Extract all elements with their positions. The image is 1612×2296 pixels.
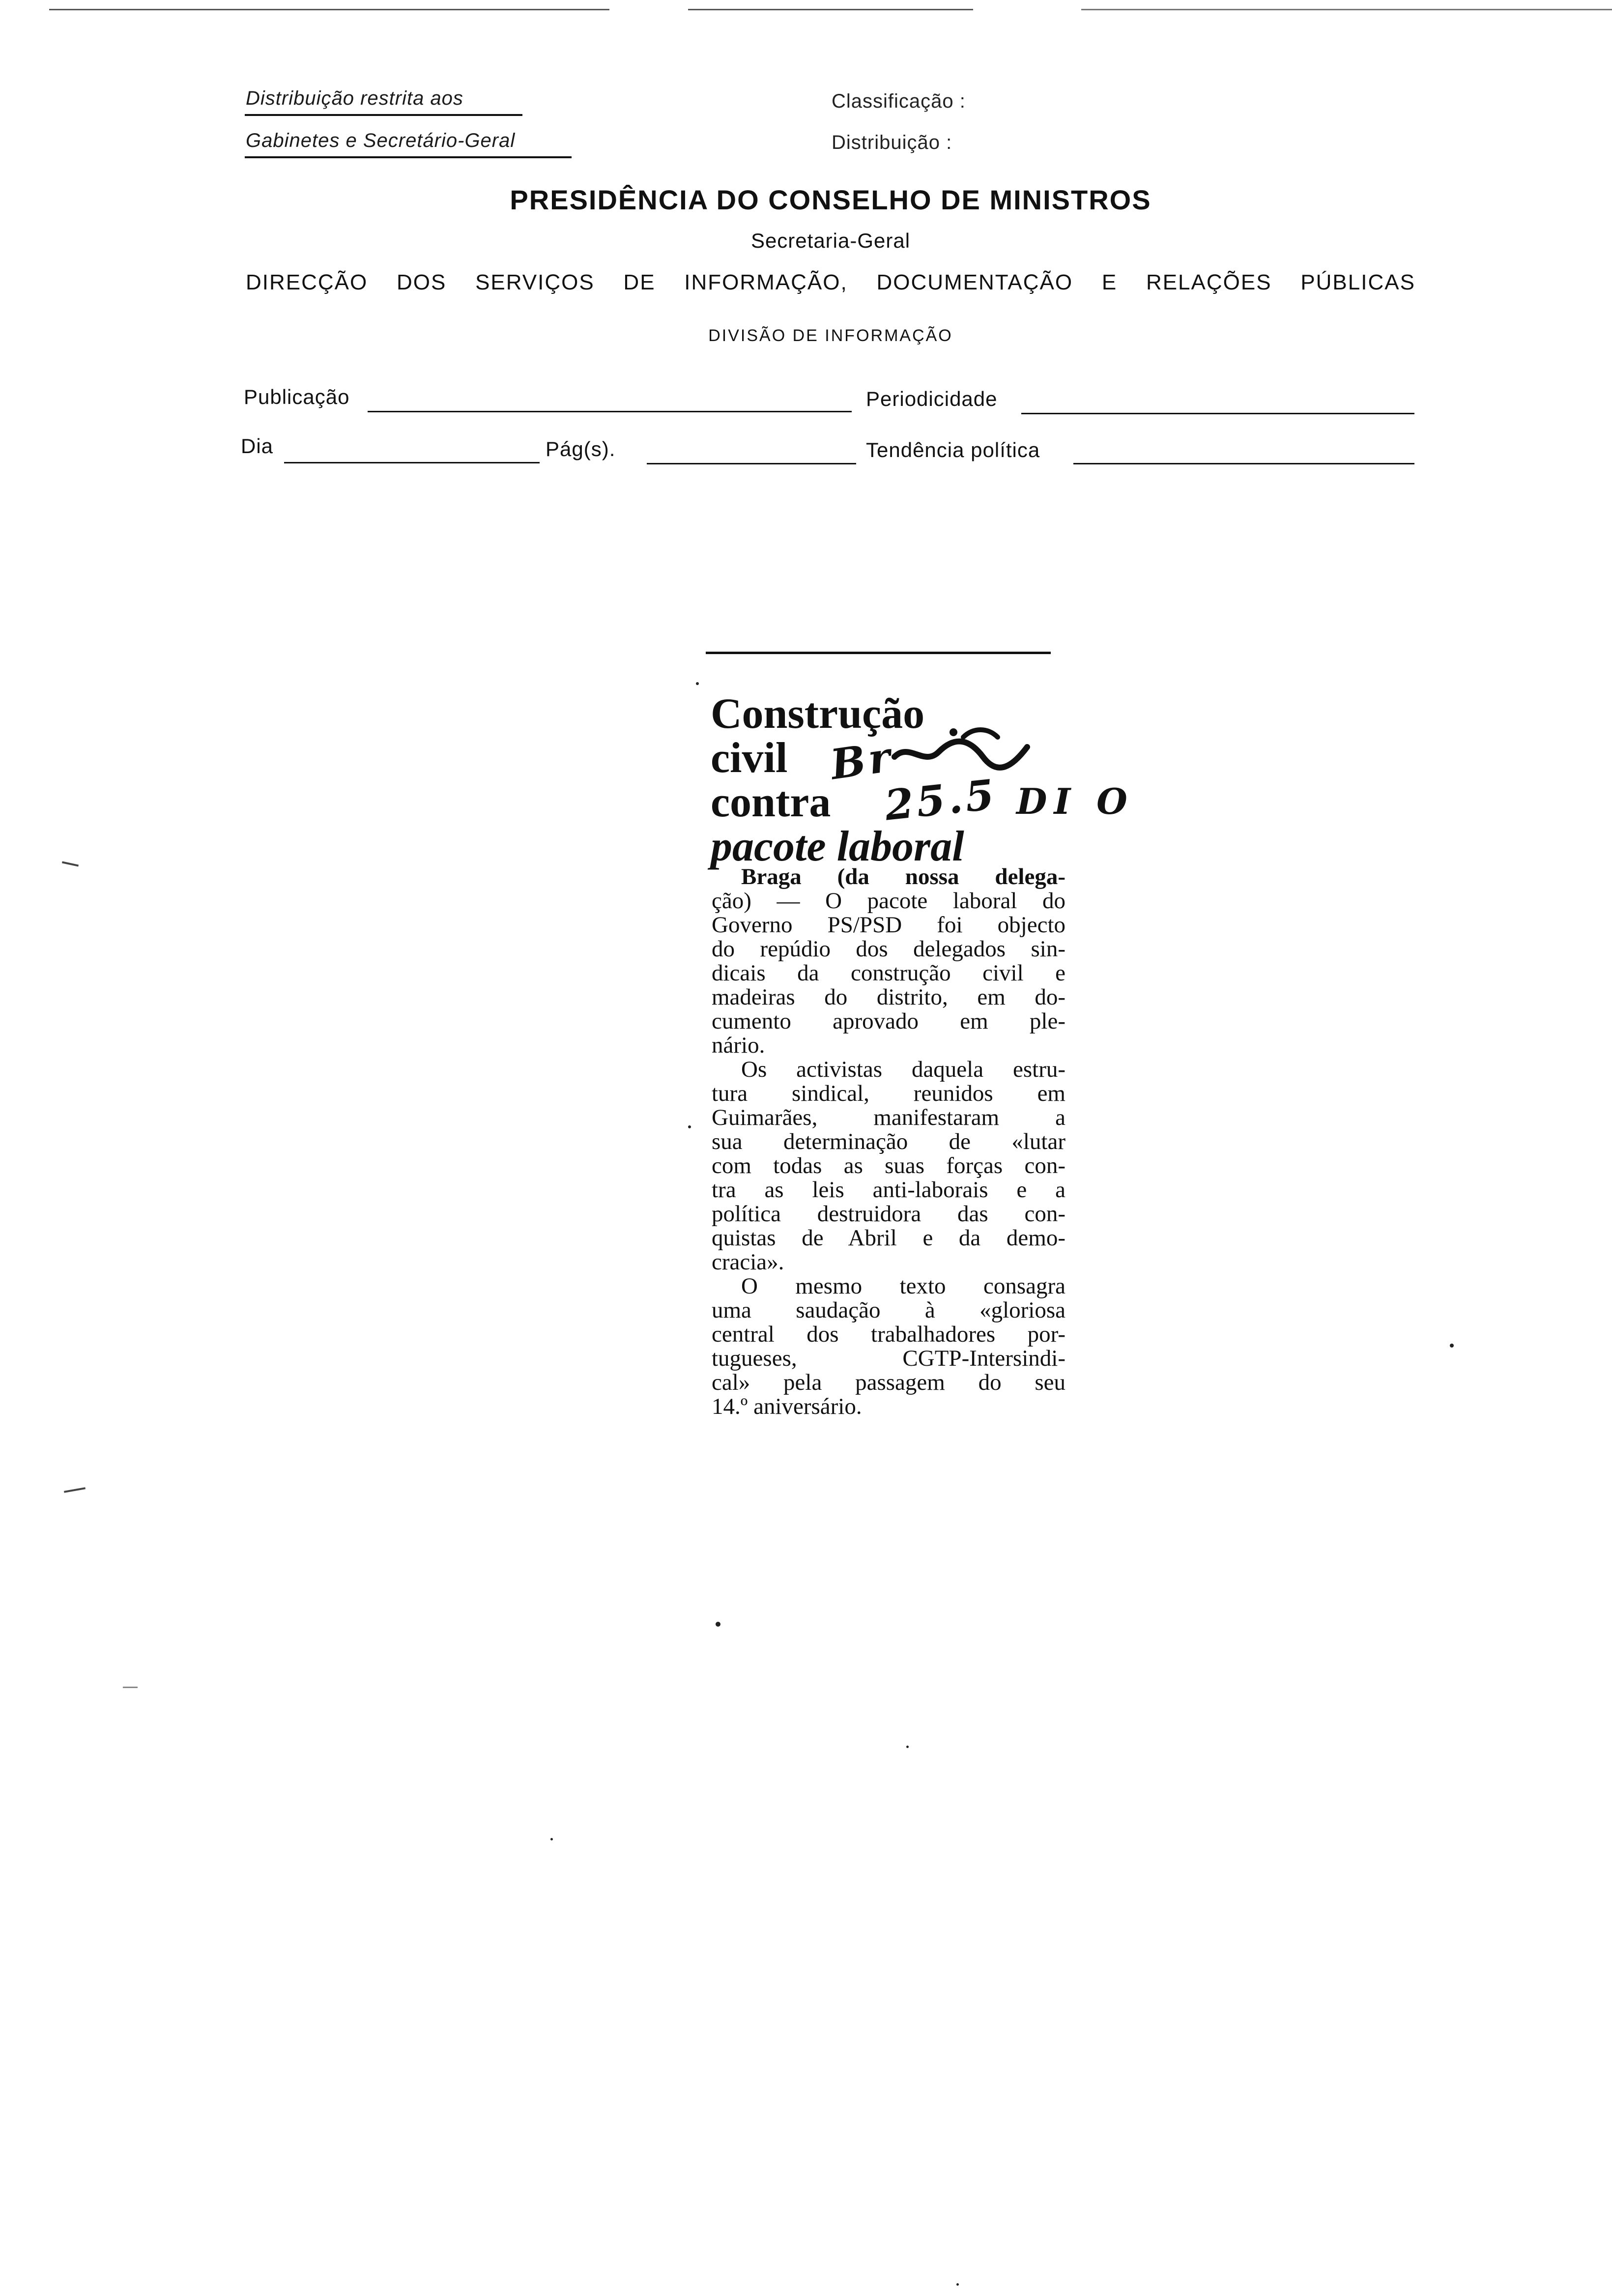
- restricted-underline-2: [245, 156, 572, 158]
- article-line: Os activistas daquela estru-: [741, 1057, 1065, 1082]
- handwritten-date: 25.5: [882, 770, 1000, 830]
- scan-speck: [716, 1622, 720, 1627]
- dia-label: Dia: [241, 434, 274, 458]
- scan-artifact-line: [1081, 9, 1612, 10]
- direccao-word: E: [1101, 270, 1118, 294]
- direccao-word: DOS: [396, 270, 447, 294]
- article-line: do repúdio dos delegados sin-: [712, 936, 1065, 962]
- scan-artifact-line: [688, 9, 973, 10]
- periodicidade-label: Periodicidade: [866, 387, 998, 410]
- scan-artifact-line: [49, 9, 609, 10]
- article-line: dicais da construção civil e: [712, 960, 1065, 986]
- clipping-top-rule: [706, 652, 1051, 654]
- article-line: cracia».: [712, 1249, 784, 1275]
- article-line: uma saudação à «gloriosa: [712, 1297, 1065, 1323]
- scan-speck: [688, 1125, 691, 1128]
- direccao-word: DOCUMENTAÇÃO: [876, 270, 1073, 294]
- scan-speck: [956, 2283, 959, 2286]
- tendencia-field-line: [1073, 463, 1414, 464]
- page-subtitle: Secretaria-Geral: [750, 229, 911, 252]
- publicacao-label: Publicação: [244, 385, 350, 408]
- article-line: Governo PS/PSD foi objecto: [712, 912, 1065, 938]
- dia-field-line: [284, 462, 540, 463]
- periodicidade-field-line: [1021, 413, 1414, 414]
- headline-line: Construção: [711, 690, 925, 738]
- direccao-word: SERVIÇOS: [475, 270, 595, 294]
- article-line: Braga (da nossa delega-: [741, 864, 1065, 890]
- pags-label: Pág(s).: [546, 437, 616, 460]
- scan-speck: [906, 1746, 909, 1748]
- margin-mark: [123, 1687, 138, 1688]
- restricted-distribution-line2: Gabinetes e Secretário-Geral: [246, 130, 516, 151]
- article-line: com todas as suas forças con-: [712, 1153, 1065, 1178]
- headline-line: contra: [711, 778, 831, 826]
- article-line: central dos trabalhadores por-: [712, 1321, 1065, 1347]
- article-line: política destruidora das con-: [712, 1201, 1065, 1227]
- tendencia-label: Tendência política: [866, 438, 1040, 461]
- article-line: cal» pela passagem do seu: [712, 1370, 1065, 1395]
- article-line: quistas de Abril e da demo-: [712, 1225, 1065, 1251]
- direccao-line: [246, 270, 1415, 295]
- distribuicao-label: Distribuição :: [832, 132, 952, 153]
- scan-speck: [1450, 1344, 1454, 1348]
- article-line: 14.º aniversário.: [712, 1394, 862, 1419]
- handwritten-scribble-icon: [890, 722, 1032, 776]
- handwritten-initials: Br: [827, 732, 896, 789]
- handwritten-code: DI O: [1016, 780, 1134, 822]
- article-line: O mesmo texto consagra: [741, 1273, 1065, 1299]
- direccao-word: RELAÇÕES: [1146, 270, 1272, 294]
- article-line: ção) — O pacote laboral do: [712, 888, 1065, 914]
- headline-line: pacote laboral: [711, 823, 964, 870]
- article-line: Guimarães, manifestaram a: [712, 1105, 1065, 1130]
- direccao-word: PÚBLICAS: [1300, 270, 1415, 294]
- page-title: PRESIDÊNCIA DO CONSELHO DE MINISTROS: [510, 184, 1151, 215]
- article-line: tra as leis anti-laborais e a: [712, 1177, 1065, 1203]
- article-line: madeiras do distrito, em do-: [712, 984, 1065, 1010]
- article-line: tugueses, CGTP-Intersindi-: [712, 1346, 1065, 1371]
- headline-line: civil: [711, 734, 788, 782]
- article-line: sua determinação de «lutar: [712, 1129, 1065, 1154]
- direccao-word: DE: [623, 270, 656, 294]
- article-line: nário.: [712, 1033, 765, 1058]
- classificacao-label: Classificação :: [832, 90, 966, 112]
- scan-speck: [550, 1838, 553, 1840]
- direccao-word: INFORMAÇÃO,: [684, 270, 848, 294]
- article-line: cumento aprovado em ple-: [712, 1008, 1065, 1034]
- article-line: tura sindical, reunidos em: [712, 1081, 1065, 1106]
- divisao-label: DIVISÃO DE INFORMAÇÃO: [708, 326, 953, 345]
- pags-field-line: [647, 463, 856, 464]
- clipping-article: [712, 865, 1065, 1419]
- publicacao-field-line: [368, 411, 852, 412]
- restricted-underline-1: [245, 114, 522, 116]
- margin-mark: [64, 1487, 86, 1493]
- margin-mark: [62, 861, 79, 867]
- scan-speck: [696, 682, 699, 685]
- restricted-distribution-line1: Distribuição restrita aos: [246, 87, 463, 109]
- direccao-word: DIRECÇÃO: [246, 270, 368, 294]
